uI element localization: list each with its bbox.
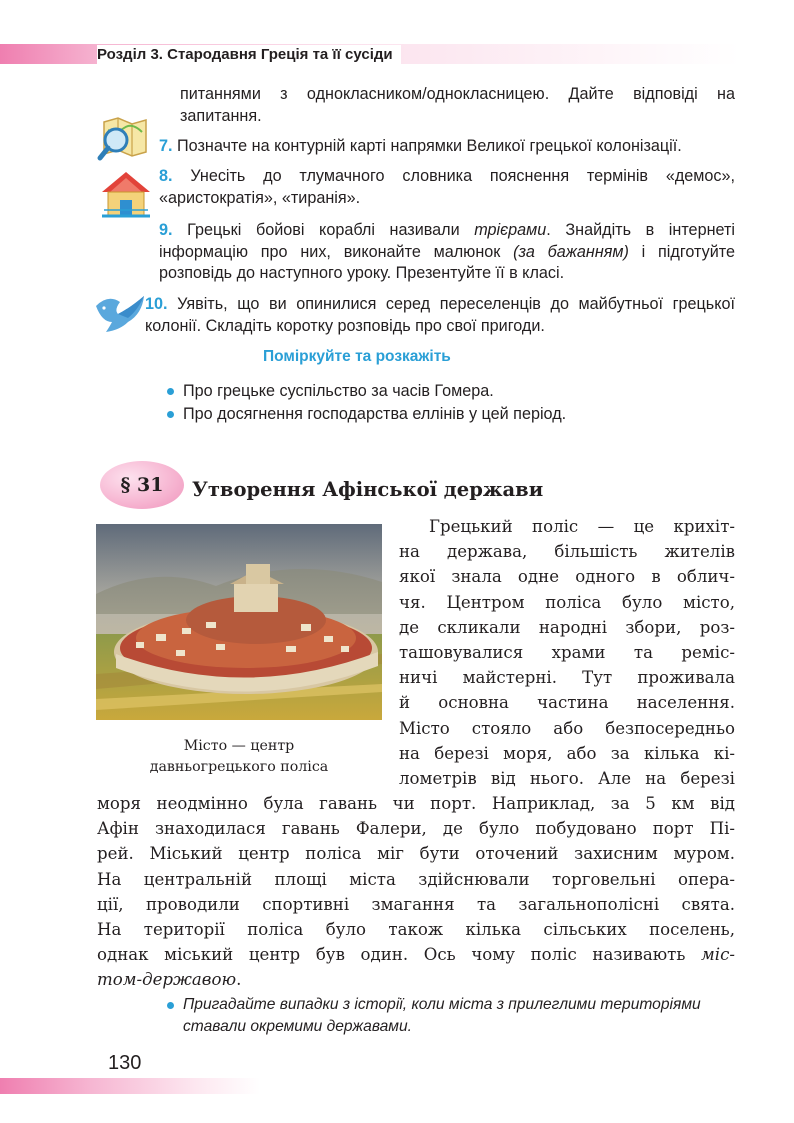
text-line: На центральній площі міста здійснювали торговельні опера- — [97, 869, 735, 889]
body-text-full-width — [97, 791, 735, 993]
task-7: 7. Позначте на контурній карті напрямки Великої грецької колонізації. — [159, 137, 682, 155]
text-line: де скликали народні збори, роз- — [399, 617, 735, 637]
text-line: том-державою. — [97, 970, 242, 990]
text-line: ташовувалися храми та реміс- — [399, 642, 735, 662]
text-line: Грецький поліс — це крихіт- — [429, 517, 735, 536]
recall-question: Пригадайте випадки з історії, коли міста з прилеглими територіями ставали окремими державами. — [167, 994, 748, 1037]
text-line: якої знала одне одного в облич- — [399, 567, 735, 587]
chapter-title: Розділ 3. Стародавня Греція та її сусіди — [97, 45, 401, 65]
text-line: рей. Міський центр поліса міг бути оточений захисним муром. — [97, 844, 735, 864]
footer-band — [0, 1078, 260, 1094]
text-line: ничі майстерні. Тут проживала — [399, 668, 735, 688]
list-item: Про грецьке суспільство за часів Гомера. — [167, 380, 566, 403]
task-6-continuation: питаннями з однокласником/однокласницею. Дайте відповіді на запитання. — [180, 85, 735, 125]
text-line: на держава, більшість жителів — [399, 542, 735, 562]
house-icon — [100, 170, 152, 218]
ancient-city-illustration — [96, 524, 382, 720]
text-line: Афін знаходилася гавань Фалери, де було побудовано порт Пі- — [97, 819, 735, 839]
text-line: моря неодмінно була гавань чи порт. Наприклад, за 5 км від — [97, 794, 735, 813]
paragraph-badge: § 31 — [100, 461, 184, 509]
task-9: 9. Грецькі бойові кораблі називали трієрами. Знайдіть в інтернеті інформацію про них, виконайте малюнок (за бажанням) і підготуйте розповідь до наступного уроку. Презентуйте її в класі. — [159, 221, 736, 282]
dove-icon — [92, 292, 148, 338]
task-8: 8. Унесіть до тлумачного словника пояснення термінів «демос», «аристократія», «тиранія». — [159, 167, 735, 207]
lesson-title: Утворення Афінської держави — [192, 478, 544, 501]
text-line: однак міський центр був один. Ось чому поліс називають міс- — [97, 945, 735, 965]
page-number: 130 — [108, 1052, 142, 1074]
text-line: лометрів від нього. Але на березі — [399, 768, 735, 788]
list-item: Про досягнення господарства еллінів у цей період. — [167, 403, 566, 426]
text-line: чя. Центром поліса було місто, — [399, 592, 735, 612]
task-10: 10. Уявіть, що ви опинилися серед переселенців до майбутньої грецької колонії. Складіть коротку розповідь про свої пригоди. — [145, 295, 735, 335]
discuss-list — [167, 380, 566, 426]
text-line: й основна частина населення. — [399, 693, 735, 713]
text-line: На території поліса було також кілька сільських поселень, — [97, 919, 735, 939]
discuss-heading: Поміркуйте та розкажіть — [263, 348, 451, 365]
text-line: на березі моря, або за кілька кі- — [399, 743, 735, 763]
body-text-right-column — [399, 514, 735, 791]
map-magnifier-icon — [96, 116, 152, 162]
text-line: ції, проводили спортивні змагання та загальнополісні свята. — [97, 894, 735, 914]
text-line: Місто стояло або безпосередньо — [399, 718, 735, 738]
figure-caption: Місто — центр давньогрецького поліса — [149, 738, 329, 775]
